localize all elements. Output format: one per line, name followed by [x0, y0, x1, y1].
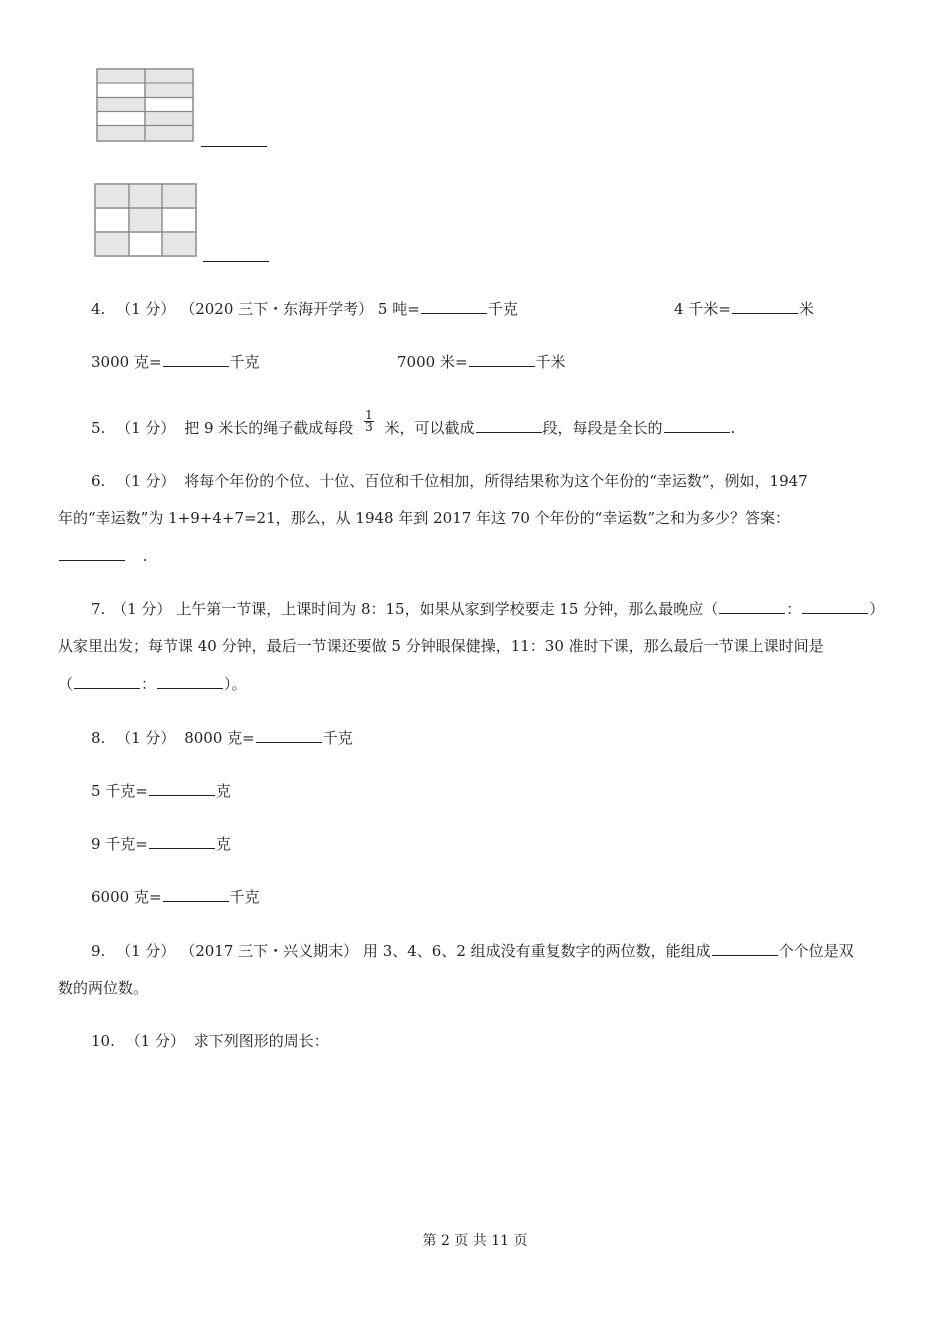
q5-text-c: 段，每段是全长的 — [542, 419, 663, 437]
question-source: （2020 三下・东海开学考） — [180, 300, 374, 318]
q7-text-3-start: （ — [58, 675, 74, 693]
question-4-line-1 — [91, 298, 518, 319]
q9-blank[interactable] — [712, 941, 778, 956]
q7-blank-minute-1[interactable] — [802, 599, 868, 614]
question-8-line-1 — [91, 727, 353, 748]
question-score: （1 分） — [116, 729, 176, 747]
fraction-numerator: 1 — [365, 407, 373, 422]
question-8-item-c — [91, 833, 231, 854]
question-6-line-2 — [58, 507, 790, 528]
question-score: （1 分） — [116, 472, 176, 490]
question-8-item-b — [91, 780, 231, 801]
q8b-blank[interactable] — [149, 781, 215, 796]
q5-text-d: . — [730, 419, 736, 437]
q7-text-3-end: ）。 — [224, 675, 247, 693]
q4c-blank[interactable] — [163, 352, 229, 367]
fraction-grid-3x3 — [94, 183, 197, 257]
q6-end: . — [142, 547, 148, 565]
q8c-blank[interactable] — [149, 834, 215, 849]
question-score: （1 分） — [116, 942, 176, 960]
q5-text-b: 米，可以截成 — [384, 419, 475, 437]
question-9-line-2 — [58, 977, 148, 998]
question-8-item-d — [91, 886, 260, 907]
q8c-unit: 克 — [215, 835, 231, 853]
q4d-text: 7000 米= — [397, 353, 468, 371]
question-number: 7. — [91, 600, 106, 618]
q4a-text: 5 吨= — [377, 300, 420, 318]
question-5 — [91, 407, 736, 441]
question-4-item-d — [397, 351, 566, 372]
q7-blank-minute-2[interactable] — [157, 674, 223, 689]
q9-text-2: 数的两位数。 — [58, 979, 149, 997]
question-9-line-1 — [91, 940, 854, 961]
q3-answer-blank-2[interactable] — [203, 247, 269, 262]
q8a-text: 8000 克= — [184, 729, 255, 747]
page-footer: 第 2 页 共 11 页 — [422, 1233, 528, 1249]
question-score: （1 分） — [116, 419, 176, 437]
q7-text-1: 上午第一节课，上课时间为 8：15，如果从家到学校要走 15 分钟，那么最晚应（ — [176, 600, 719, 618]
q5-blank-2[interactable] — [664, 418, 730, 433]
q3-answer-blank-1[interactable] — [201, 132, 267, 147]
question-number: 5. — [91, 419, 106, 437]
question-score: （1 分） — [125, 1032, 185, 1050]
q8a-unit: 千克 — [322, 729, 353, 747]
question-source: （2017 三下・兴义期末） — [180, 942, 359, 960]
question-7-line-1 — [91, 598, 884, 619]
q8d-blank[interactable] — [163, 887, 229, 902]
q8d-unit: 千克 — [229, 888, 260, 906]
q6-text-1: 将每个年份的个位、十位、百位和千位相加，所得结果称为这个年份的“幸运数”，例如，1947 — [184, 472, 808, 490]
q8c-text: 9 千克= — [91, 835, 148, 853]
q4a-unit: 千克 — [487, 300, 518, 318]
q4c-text: 3000 克= — [91, 353, 162, 371]
question-7-line-3 — [58, 673, 247, 694]
q10-text: 求下列图形的周长： — [193, 1032, 329, 1050]
fraction-denominator: 3 — [365, 419, 373, 434]
q7-text-1-end: ） — [869, 600, 885, 618]
q4b-blank[interactable] — [732, 299, 798, 314]
q9-text-b: 个个位是双 — [778, 942, 854, 960]
q4b-unit: 米 — [798, 300, 814, 318]
q5-text-a: 把 9 米长的绳子截成每段 — [184, 419, 354, 437]
fraction-grid-2x5 — [96, 68, 194, 142]
question-6-line-3 — [58, 546, 148, 565]
q4c-unit: 千克 — [229, 353, 260, 371]
q9-text-a: 用 3、4、6、2 组成没有重复数字的两位数，能组成 — [362, 942, 711, 960]
question-10 — [91, 1030, 329, 1051]
q4d-blank[interactable] — [469, 352, 535, 367]
q8a-blank[interactable] — [256, 728, 322, 743]
question-number: 9. — [91, 942, 106, 960]
question-number: 4. — [91, 300, 106, 318]
question-7-line-2 — [58, 635, 824, 656]
q4b-text: 4 千米= — [674, 300, 731, 318]
question-score: （1 分） — [116, 300, 176, 318]
q7-colon-1: ： — [786, 600, 802, 618]
question-6-line-1 — [91, 470, 808, 491]
q7-blank-hour-1[interactable] — [719, 599, 785, 614]
question-number: 10. — [91, 1032, 115, 1050]
q5-blank-1[interactable] — [476, 418, 542, 433]
question-4-item-c — [91, 351, 260, 372]
question-number: 8. — [91, 729, 106, 747]
q4a-blank[interactable] — [421, 299, 487, 314]
question-number: 6. — [91, 472, 106, 490]
q4d-unit: 千米 — [535, 353, 566, 371]
q6-answer-blank[interactable] — [59, 546, 125, 561]
q8b-unit: 克 — [215, 782, 231, 800]
q6-text-2: 年的“幸运数”为 1+9+4+7=21，那么，从 1948 年到 2017 年这 70 个年份的“幸运数”之和为多少？答案： — [58, 509, 791, 527]
q8d-text: 6000 克= — [91, 888, 162, 906]
q7-colon-2: ： — [141, 675, 157, 693]
q8b-text: 5 千克= — [91, 782, 148, 800]
question-score: （1 分） — [112, 600, 172, 618]
question-4-item-b — [674, 298, 814, 319]
q7-blank-hour-2[interactable] — [74, 674, 140, 689]
fraction-one-third — [364, 407, 374, 434]
q7-text-2: 从家里出发；每节课 40 分钟，最后一节课还要做 5 分钟眼保健操，11：30 准时下课，那么最后一节课上课时间是 — [58, 637, 824, 655]
